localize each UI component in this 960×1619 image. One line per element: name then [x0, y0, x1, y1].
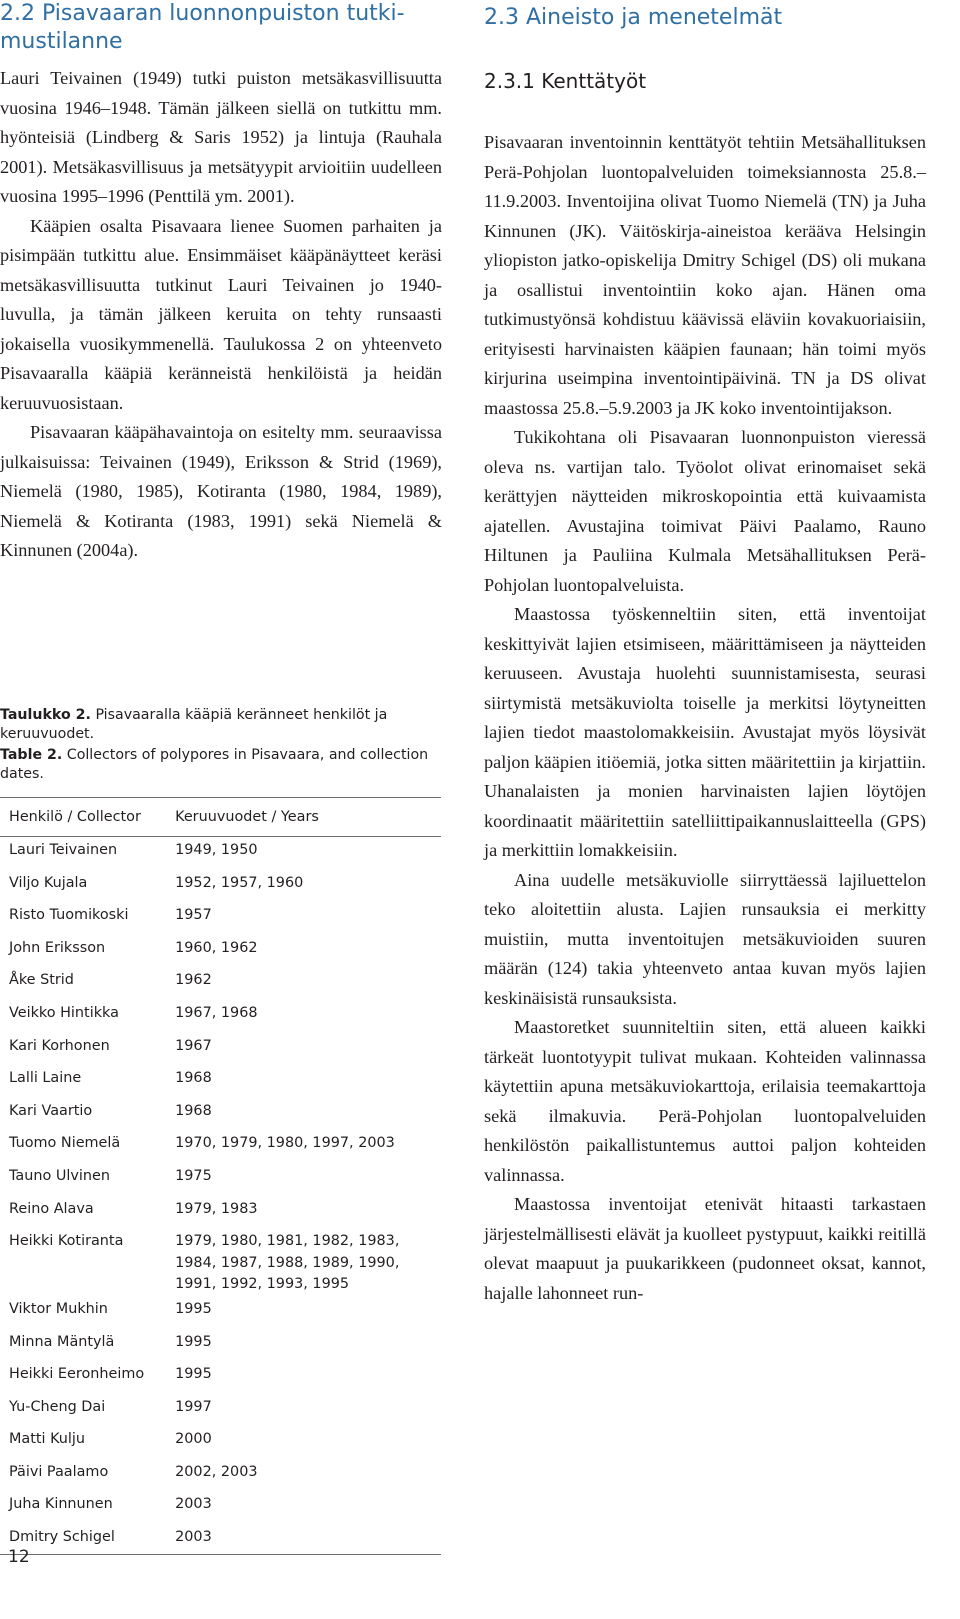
collector-name: Åke Strid	[9, 972, 74, 989]
table-row	[0, 902, 441, 935]
collection-years: 1949, 1950	[175, 842, 258, 858]
table-row	[0, 1329, 441, 1362]
table-row	[0, 1228, 441, 1296]
table-row	[0, 1000, 441, 1033]
collector-name: John Eriksson	[9, 939, 106, 956]
table-row	[0, 1196, 441, 1229]
table-row	[0, 1394, 441, 1427]
table-body	[0, 837, 441, 1555]
paragraph: Maastossa inventoijat etenivät hitaasti tarkastaen järjestelmällisesti elävät ja kuolleet pystypuut, kaikki reitillä olevat maapuut ja puukarikkeen (pudonneet oksat, kannot, hajalle lahonneet run-	[484, 1194, 926, 1303]
table-row	[0, 837, 441, 870]
paragraph: Maastossa työskenneltiin siten, että inventoijat keskittyivät lajien etsimiseen, määrittämiseen ja näytteiden keruuseen. Avustaja huolehti suunnistamisesta, seurasi siirtymistä metsäkuviolta toiselle ja merkitsi löytyneitten lajien tiedot maastolomakkeisiin. Avustajat myös löysivät paljon kääpien itiöemiä, jotka sitten määritettiin ja kirjattiin. Uhanalaisten ja monien harvinaisten lajien löytöjen koordinaatit määritettiin satelliittipaikannuslaitteella (GPS) ja merkittiin lomakkeisiin.	[484, 604, 926, 860]
paragraph: Maastoretket suunniteltiin siten, että alueen kaikki tärkeät luontotyypit tulivat mukaan. Kohteiden valinnassa käytettiin apuna metsäkuviokarttoja, erilaisia teemakarttoja sekä ilmakuvia. Perä-Pohjolan luontopalveluiden henkilöstön paikallistuntemus auttoi paljon kohteiden valinnassa.	[484, 1017, 926, 1185]
section-heading-2-2	[0, 0, 448, 56]
collection-years: 1970, 1979, 1980, 1997, 2003	[175, 1135, 395, 1152]
collection-years: 1968	[175, 1102, 212, 1119]
collector-name: Veikko Hintikka	[9, 1004, 119, 1021]
heading-line-2: mustilanne	[0, 29, 123, 54]
collection-years: 1968	[175, 1070, 212, 1087]
collection-years: 1962	[175, 972, 212, 989]
collection-years: 1979, 1980, 1981, 1982, 1983, 1984, 1987, 1988, 1989, 1990, 1991, 1992, 1993, 1995	[175, 1233, 400, 1293]
page-number: 12	[8, 1547, 30, 1567]
collection-years: 2000	[175, 1431, 212, 1448]
collection-years: 1967, 1968	[175, 1004, 258, 1021]
collectors-table	[0, 797, 441, 1555]
table-row	[0, 1065, 441, 1098]
table-row	[0, 1459, 441, 1492]
caption-en	[0, 746, 442, 784]
table-caption	[0, 706, 442, 784]
column-header-collector: Henkilö / Collector	[0, 798, 175, 837]
collector-name: Juha Kinnunen	[9, 1496, 113, 1513]
collector-name: Kari Vaartio	[9, 1102, 93, 1119]
collector-name: Lalli Laine	[9, 1070, 82, 1087]
paragraph: Kääpien osalta Pisavaara lienee Suomen parhaiten ja pisimpään tutkittu alue. Ensimmäiset kääpänäytteet keräsi metsäkasvillisuutta tutkinut Lauri Teivainen jo 1940-luvulla, ja tämän jälkeen keruita on tehty runsaasti jokaisella vuosikymmenellä. Taulukossa 2 on yhteenveto Pisavaaralla kääpiä keränneistä henkilöistä ja heidän keruuvuosistaan.	[0, 215, 442, 413]
collector-name: Matti Kulju	[9, 1431, 86, 1448]
table-header-row	[0, 798, 441, 837]
paragraph: Tukikohtana oli Pisavaaran luonnonpuiston vieressä oleva ns. vartijan talo. Työolot olivat erinomaiset sekä kerättyjen näytteiden mikroskopointia että kuivaamista ajatellen. Avustajina toimivat Päivi Paalamo, Rauno Hiltunen ja Pauliina Kulmala Metsähallituksen Perä-Pohjolan luontopalveluista.	[484, 427, 926, 595]
collectors-table-wrap	[0, 797, 441, 1555]
collection-years: 1952, 1957, 1960	[175, 874, 304, 891]
collection-years: 2003	[175, 1524, 441, 1555]
caption-en-text: Collectors of polypores in Pisavaara, and collection dates.	[0, 747, 429, 782]
collection-years: 2003	[175, 1496, 212, 1513]
collector-name: Tauno Ulvinen	[9, 1167, 110, 1184]
column-header-years: Keruuvuodet / Years	[175, 798, 441, 837]
caption-fi-text: Pisavaaralla kääpiä keränneet henkilöt ja keruuvuodet.	[0, 707, 388, 742]
left-body	[0, 64, 442, 566]
paragraph: Aina uudelle metsäkuviolle siirryttäessä lajiluettelon teko aloitettiin alusta. Lajien runsauksia ei merkitty muistiin, mutta inventoitujen metsäkuvioiden suuren määrän (124) takia yhteenveto antaa kuvan myös lajien keskinäisistä runsauksista.	[484, 869, 926, 1008]
table-row	[0, 1524, 441, 1555]
collection-years: 2002, 2003	[175, 1463, 258, 1480]
collection-years: 1967	[175, 1037, 212, 1054]
table-row	[0, 1426, 441, 1459]
collector-name: Viktor Mukhin	[9, 1300, 108, 1317]
caption-fi	[0, 706, 442, 744]
table-row	[0, 1130, 441, 1163]
right-body	[484, 128, 926, 1308]
collection-years: 1995	[175, 1333, 212, 1350]
caption-fi-label: Taulukko 2.	[0, 707, 91, 723]
collector-name: Päivi Paalamo	[9, 1463, 109, 1480]
table-row	[0, 870, 441, 903]
heading-line-1: 2.2 Pisavaaran luonnonpuiston tutki-	[0, 1, 405, 26]
table-row	[0, 1163, 441, 1196]
collection-years: 1960, 1962	[175, 939, 258, 956]
collector-name: Minna Mäntylä	[9, 1333, 115, 1350]
paragraph: Pisavaaran kääpähavaintoja on esitelty mm. seuraavissa julkaisuissa: Teivainen (1949), Eriksson & Strid (1969), Niemelä (1980, 1985), Kotiranta (1980, 1984, 1989), Niemelä & Kotiranta (1983, 1991) sekä Niemelä & Kinnunen (2004a).	[0, 422, 442, 560]
table-row	[0, 1361, 441, 1394]
collection-years: 1995	[175, 1300, 212, 1317]
table-row	[0, 1491, 441, 1524]
collector-name: Risto Tuomikoski	[9, 907, 129, 924]
section-heading-2-3: 2.3 Aineisto ja menetelmät	[484, 5, 783, 30]
collection-years: 1975	[175, 1167, 212, 1184]
collector-name: Heikki Kotiranta	[9, 1233, 124, 1250]
collection-years: 1997	[175, 1398, 212, 1415]
collector-name: Reino Alava	[9, 1200, 94, 1217]
caption-en-label: Table 2.	[0, 747, 63, 763]
table-row	[0, 1098, 441, 1131]
collector-name: Kari Korhonen	[9, 1037, 110, 1054]
collection-years: 1979, 1983	[175, 1200, 258, 1217]
collector-name: Dmitry Schigel	[0, 1524, 175, 1555]
table-row	[0, 1296, 441, 1329]
collector-name: Heikki Eeronheimo	[9, 1366, 145, 1383]
subsection-heading-2-3-1: 2.3.1 Kenttätyöt	[484, 69, 647, 93]
collection-years: 1995	[175, 1366, 212, 1383]
collection-years: 1957	[175, 907, 212, 924]
collector-name: Viljo Kujala	[9, 874, 88, 891]
table-row	[0, 935, 441, 968]
table-row	[0, 1033, 441, 1066]
table-row	[0, 967, 441, 1000]
collector-name: Lauri Teivainen	[9, 842, 118, 858]
paragraph: Pisavaaran inventoinnin kenttätyöt tehtiin Metsähallituksen Perä-Pohjolan luontopalveluiden toimeksiannosta 25.8.–11.9.2003. Inventoijina olivat Tuomo Niemelä (TN) ja Juha Kinnunen (JK). Väitöskirja-aineistoa kerääva Helsingin yliopiston jatko-opiskelija Dmitry Schigel (DS) oli mukana ja osallistui inventointiin koko ajan. Hänen oma tutkimustyönsä kohdistuu käävissä eläviin kovakuoriaisiin, erityisesti harvinaisten kääpien faunaan; hän toimi myös kirjurina useimpina inventointipäivinä. TN ja DS olivat maastossa 25.8.–5.9.2003 ja JK koko inventointijakson.	[484, 132, 926, 418]
paragraph: Lauri Teivainen (1949) tutki puiston metsäkasvillisuutta vuosina 1946–1948. Tämän jälkeen siellä on tutkittu mm. hyönteisiä (Lindberg & Saris 1952) ja lintuja (Rauhala 2001). Metsäkasvillisuus ja metsätyypit arvioitiin uudelleen vuosina 1995–1996 (Penttilä ym. 2001).	[0, 68, 442, 206]
collector-name: Yu-Cheng Dai	[9, 1398, 106, 1415]
collector-name: Tuomo Niemelä	[9, 1135, 121, 1152]
